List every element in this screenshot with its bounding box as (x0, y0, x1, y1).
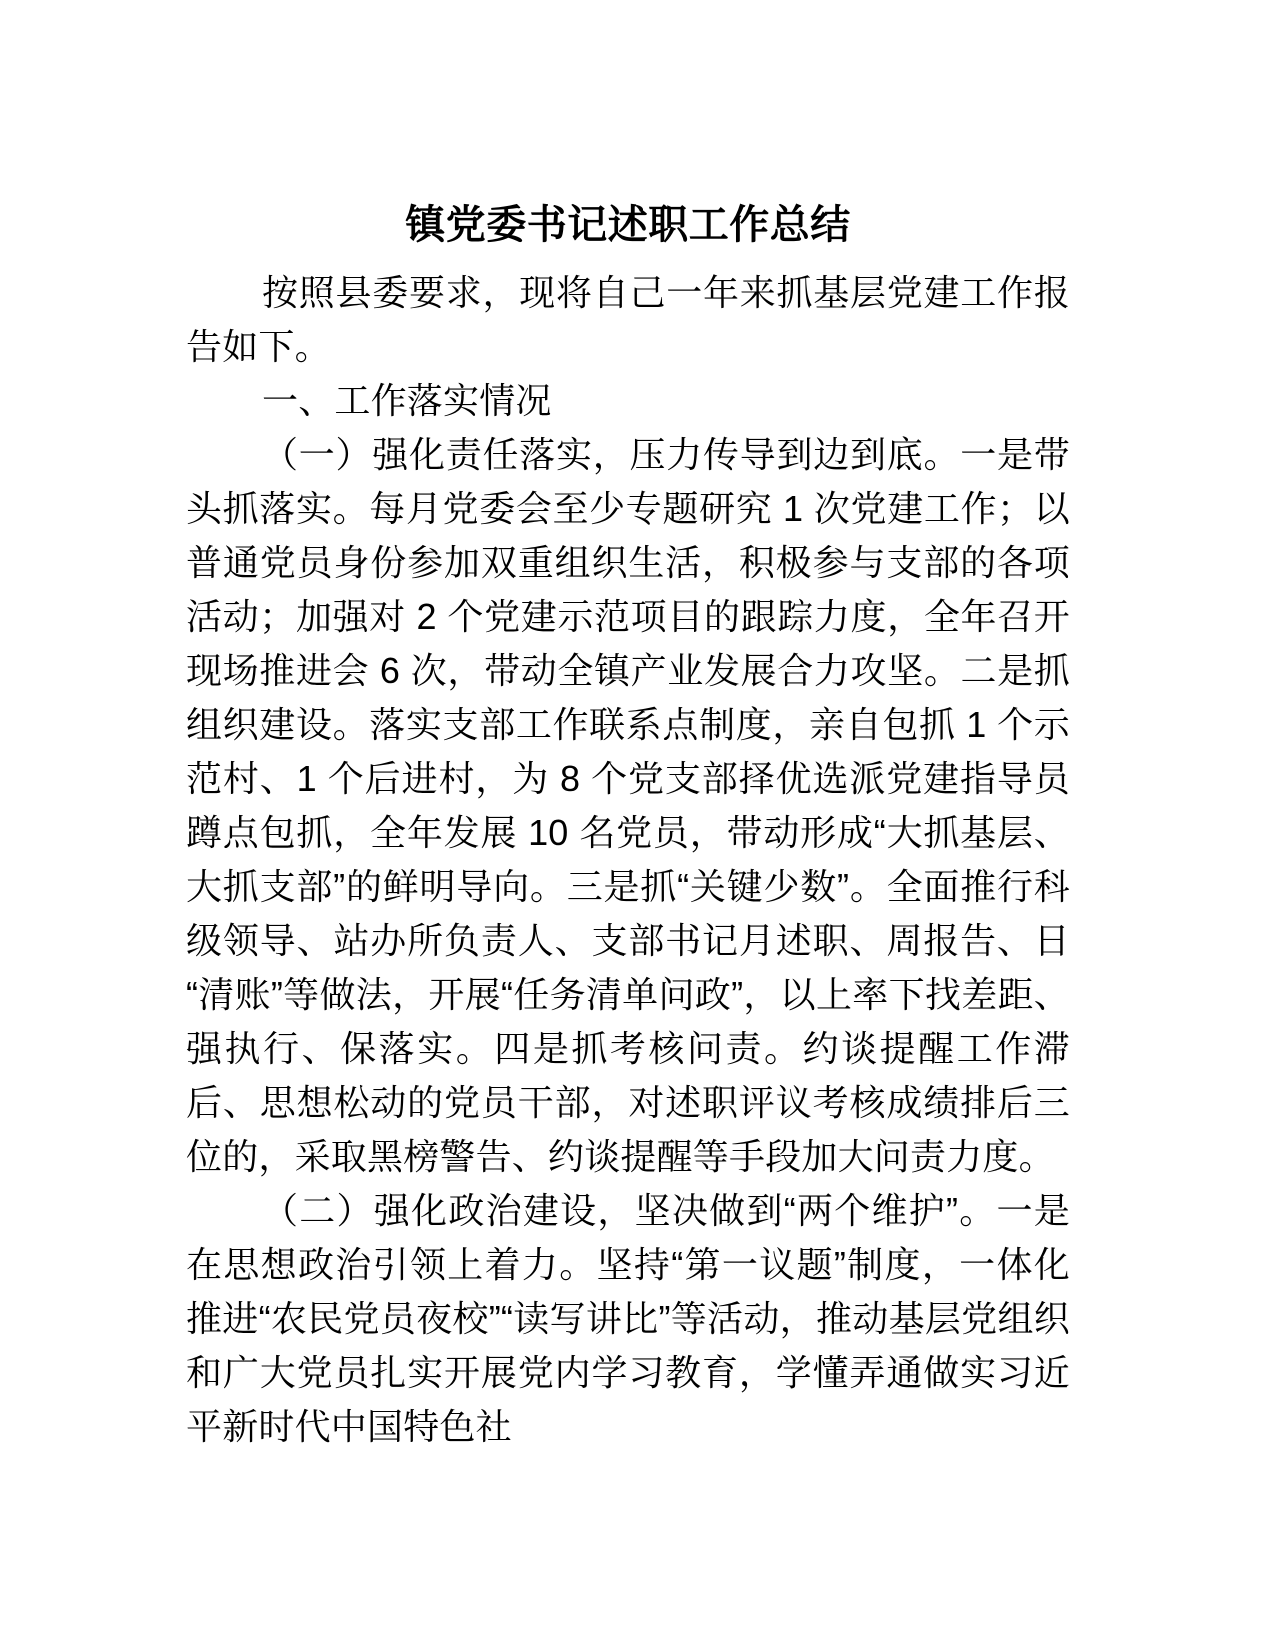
section-heading-one: 一、工作落实情况 (262, 380, 552, 421)
subsection-one-paragraph: （一）强化责任落实，压力传导到边到底。一是带头抓落实。每月党委会至少专题研究 1 次党建工作；以普通党员身份参加双重组织生活，积极参与支部的各项活动；加强对 2 个党建示范项目的跟踪力度，全年召开现场推进会 6 次，带动全镇产业发展合力攻坚。二是抓组织建设。落实支部工作联系点制度，亲自包抓 1 个示范村、1 个后进村，为 8 个党支部择优选派党建指导员蹲点包抓，全年发展 10 名党员，带动形成“大抓基层、大抓支部”的鲜明导向。三是抓“关键少数”。全面推行科级领导、站办所负责人、支部书记月述职、周报告、日“清账”等做法，开展“任务清单问政”，以上率下找差距、强执行、保落实。四是抓考核问责。约谈提醒工作滞后、思想松动的党员干部，对述职评议考核成绩排后三位的，采取黑榜警告、约谈提醒等手段加大问责力度。 (186, 434, 1070, 1177)
document-body (186, 196, 1070, 1454)
subsection-two-paragraph: （二）强化政治建设，坚决做到“两个维护”。一是在思想政治引领上着力。坚持“第一议题”制度，一体化推进“农民党员夜校”“读写讲比”等活动，推动基层党组织和广大党员扎实开展党内学习教育，学懂弄通做实习近平新时代中国特色社 (186, 1190, 1070, 1447)
document-title: 镇党委书记述职工作总结 (405, 203, 851, 247)
intro-paragraph: 按照县委要求，现将自己一年来抓基层党建工作报告如下。 (186, 272, 1070, 367)
